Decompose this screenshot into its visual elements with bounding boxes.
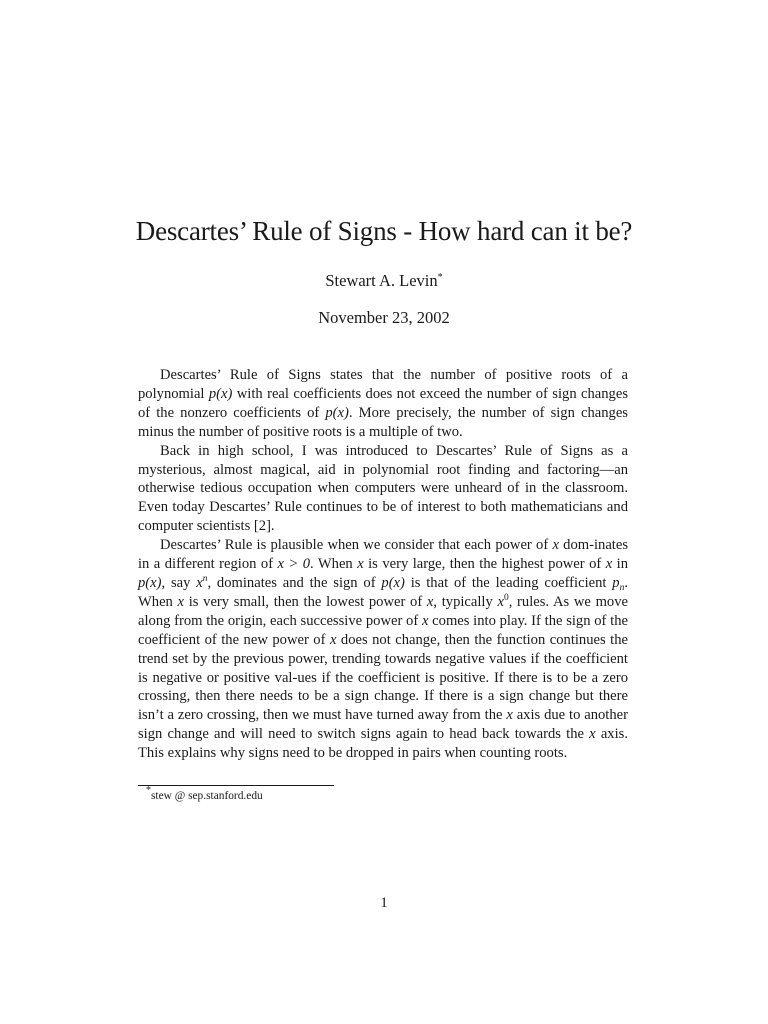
paragraph-3: Descartes’ Rule is plausible when we consider that each power of x dom-inates in a different region of x > 0. When x is very large, then the highest power of x in p(x), say $x^n$, dominates and the sign of p(x) is that of the leading coefficient $p_n$. When x is very small, then the lowest power of x, typically $x^0$, rules. As we move along from the origin, each successive power of x comes into play. If the sign of the coefficient of the new power of x does not change, then the function continues the trend set by the previous power, trending towards negative values if the coefficient is negative or positive val-ues if the coefficient is positive. If there is to be a zero crossing, then there needs to be a sign change. If there is a sign change but there isn’t a zero crossing, then we must have turned away from the x axis due to another sign change and will need to switch signs again to head back towards the x axis. This explains why signs need to be dropped in pairs when counting roots. [138, 537, 629, 762]
paper-date: November 23, 2002 [318, 308, 450, 327]
paper-title: Descartes’ Rule of Signs - How hard can it be? [135, 216, 633, 246]
footnote-text: stew @ sep.stanford.edu [151, 790, 263, 802]
paper-body [138, 366, 628, 763]
footnote-rule [138, 785, 334, 786]
page-number: 1 [380, 895, 388, 911]
paragraph-1: Descartes’ Rule of Signs states that the number of positive roots of a polynomial p(x) with real coefficients does not exceed the number of sign changes of the nonzero coefficients of p(x). More precisely, the number of sign changes minus the number of positive roots is a multiple of two. [138, 367, 628, 440]
footnote [146, 785, 263, 804]
paragraph-2: Back in high school, I was introduced to Descartes’ Rule of Signs as a mysterious, almost magical, aid in polynomial root finding and factoring—an otherwise tedious occupation when computers were unheard of in the classroom. Even today Descartes’ Rule continues to be of interest to both mathematicians and computer scientists [2]. [138, 442, 628, 535]
author-line [0, 270, 768, 292]
footnote-mark: * [146, 785, 151, 796]
author-name: Stewart A. Levin [325, 271, 438, 290]
author-footnote-mark: * [437, 272, 443, 283]
